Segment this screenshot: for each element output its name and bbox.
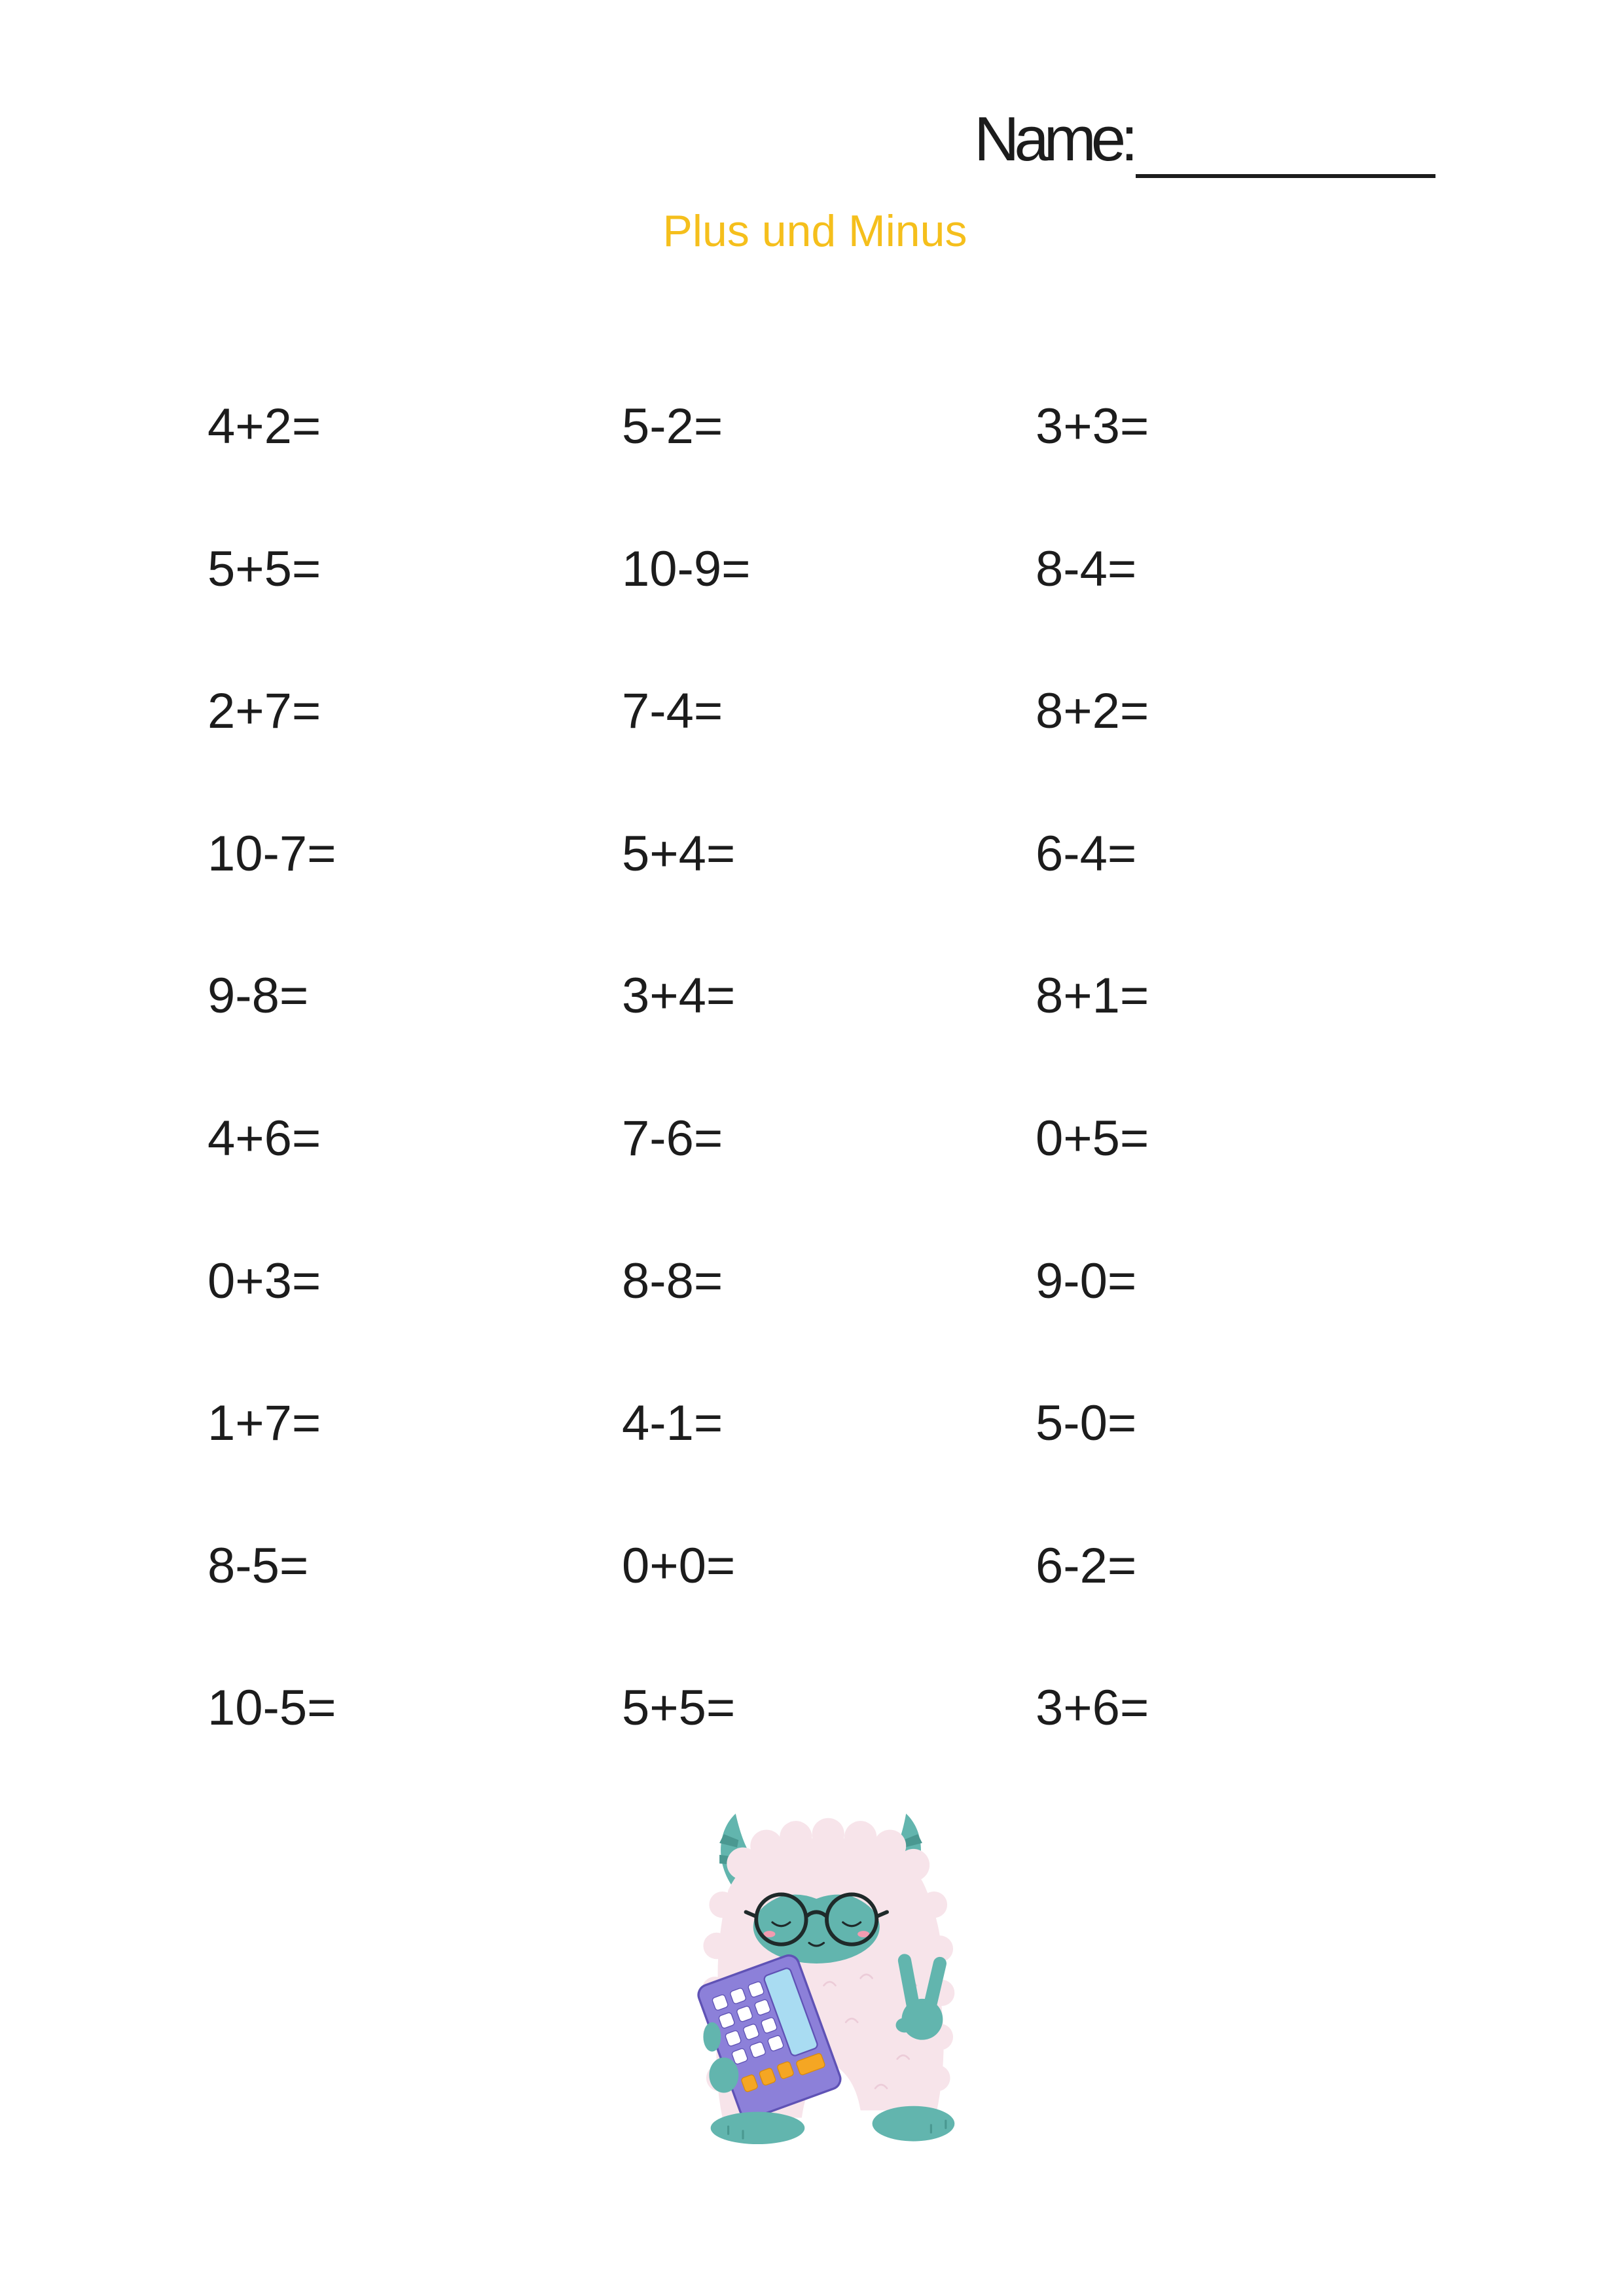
exercise: 5-0= xyxy=(1036,1395,1137,1452)
exercise: 4-1= xyxy=(622,1395,723,1452)
exercise-row xyxy=(208,498,1386,641)
exercise: 10-7= xyxy=(208,825,336,882)
exercise: 4+2= xyxy=(208,399,321,454)
exercise: 7-4= xyxy=(622,683,723,740)
exercise: 5-2= xyxy=(622,399,723,454)
worksheet-title: Plus und Minus xyxy=(662,206,967,256)
exercise: 7-6= xyxy=(622,1110,723,1166)
exercise: 4+6= xyxy=(208,1110,321,1166)
exercise: 3+6= xyxy=(1036,1680,1149,1736)
exercise: 8-8= xyxy=(622,1253,723,1309)
exercise-row xyxy=(208,783,1386,925)
exercise: 10-9= xyxy=(622,541,751,597)
exercise: 5+5= xyxy=(622,1680,736,1736)
monster-with-calculator-icon xyxy=(684,1802,964,2162)
exercise-row xyxy=(208,1210,1386,1353)
exercise-row xyxy=(208,355,1386,498)
exercise: 3+3= xyxy=(1036,399,1149,454)
exercise: 6-4= xyxy=(1036,825,1137,882)
exercise: 0+5= xyxy=(1036,1110,1149,1166)
exercise: 2+7= xyxy=(208,683,321,740)
exercise: 5+4= xyxy=(622,825,736,882)
exercise-row xyxy=(208,925,1386,1067)
name-label: Name: xyxy=(974,104,1133,174)
exercise-row xyxy=(208,1637,1386,1780)
exercise-grid xyxy=(208,355,1386,1780)
exercise: 6-2= xyxy=(1036,1537,1137,1594)
exercise: 9-8= xyxy=(208,968,309,1024)
exercise-row xyxy=(208,640,1386,783)
monster-face xyxy=(753,1878,880,1964)
exercise-row xyxy=(208,1067,1386,1210)
exercise: 9-0= xyxy=(1036,1253,1137,1309)
exercise: 8+1= xyxy=(1036,968,1149,1024)
exercise: 1+7= xyxy=(208,1395,321,1452)
exercise-row xyxy=(208,1495,1386,1638)
exercise: 3+4= xyxy=(622,968,736,1024)
name-blank-line xyxy=(1136,174,1435,178)
exercise: 8-5= xyxy=(208,1537,309,1594)
exercise: 0+0= xyxy=(622,1537,736,1594)
exercise: 8-4= xyxy=(1036,541,1137,597)
exercise: 0+3= xyxy=(208,1253,321,1309)
exercise: 10-5= xyxy=(208,1680,336,1736)
exercise-row xyxy=(208,1352,1386,1495)
exercise: 8+2= xyxy=(1036,683,1149,740)
exercise: 5+5= xyxy=(208,541,321,597)
